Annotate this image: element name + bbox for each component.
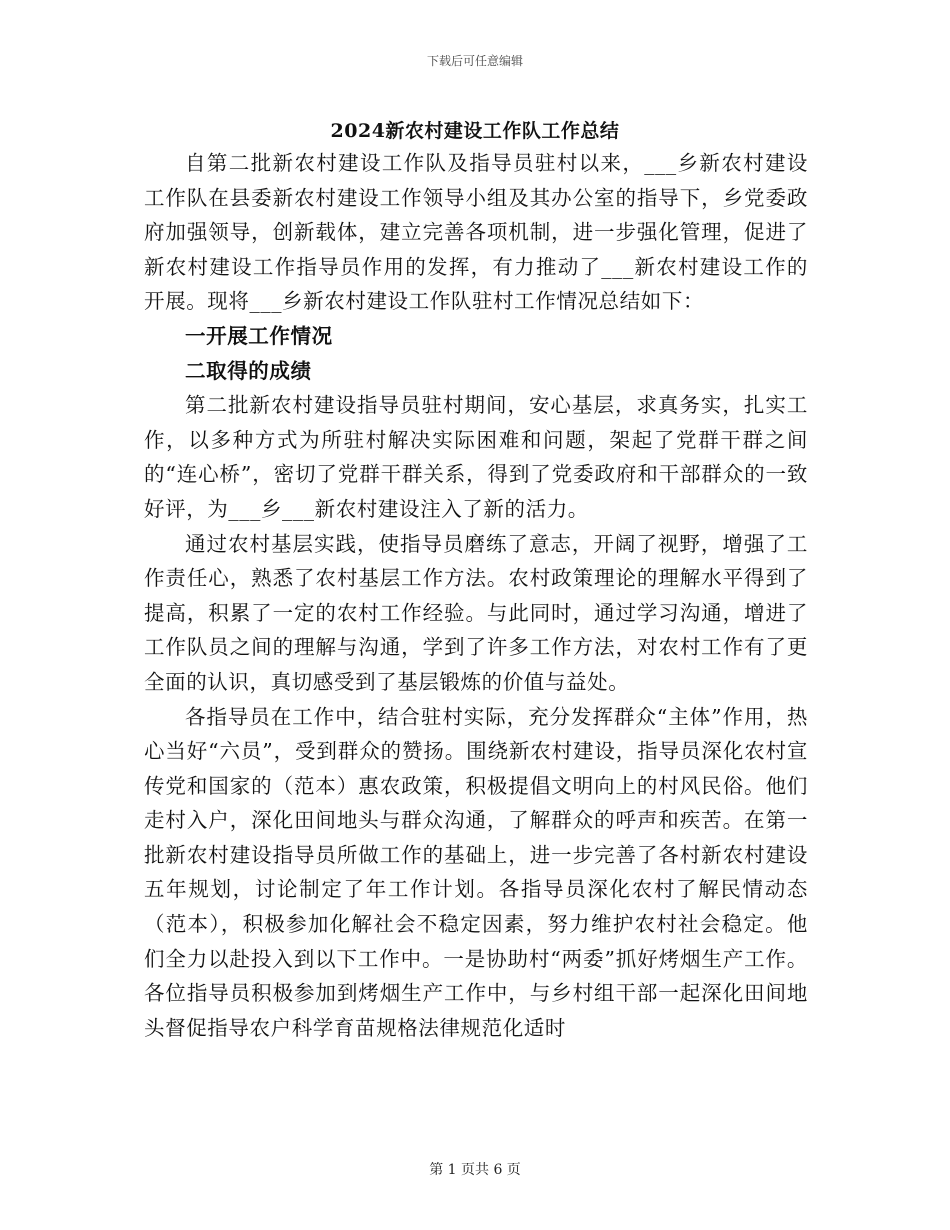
page-header-note: 下载后可任意编辑 (426, 54, 523, 68)
paragraph-intro: 自第二批新农村建设工作队及指导员驻村以来，___乡新农村建设工作队在县委新农村建设工作领导小组及其办公室的指导下，乡党委政府加强领导，创新载体，建立完善各项机制，进一步强化管理，促进了新农村建设工作指导员作用的发挥，有力推动了___新农村建设工作的开展。现将___乡新农村建设工作队驻村工作情况总结如下： (144, 151, 808, 314)
paragraph-achievements: 第二批新农村建设指导员驻村期间，安心基层，求真务实，扎实工作，以多种方式为所驻村解决实际困难和问题，架起了党群干群之间的“连心桥”，密切了党群干群关系，得到了党委政府和干部群众的一致好评，为___乡___新农村建设注入了新的活力。 (144, 393, 808, 521)
page-number: 第 1 页共 6 页 (429, 1162, 521, 1178)
section-heading-2: 二取得的成绩 (185, 358, 312, 383)
paragraph-practice: 通过农村基层实践，使指导员磨练了意志，开阔了视野，增强了工作责任心，熟悉了农村基层工作方法。农村政策理论的理解水平得到了提高，积累了一定的农村工作经验。与此同时，通过学习沟通，增进了工作队员之间的理解与沟通，学到了许多工作方法，对农村工作有了更全面的认识，真切感受到了基层锻炼的价值与益处。 (144, 531, 808, 694)
document-body (144, 146, 808, 1045)
section-heading-1: 一开展工作情况 (185, 323, 333, 348)
paragraph-work: 各指导员在工作中，结合驻村实际，充分发挥群众“主体”作用，热心当好“六员”，受到群众的赞扬。围绕新农村建设，指导员深化农村宣传党和国家的（范本）惠农政策，积极提倡文明向上的村风民俗。他们走村入户，深化田间地头与群众沟通，了解群众的呼声和疾苦。在第一批新农村建设指导员所做工作的基础上，进一步完善了各村新农村建设五年规划，讨论制定了年工作计划。各指导员深化农村了解民情动态（范本），积极参加化解社会不稳定因素，努力维护农村社会稳定。他们全力以赴投入到以下工作中。一是协助村“两委”抓好烤烟生产工作。各位指导员积极参加到烤烟生产工作中，与乡村组干部一起深化田间地头督促指导农户科学育苗规格法律规范化适时 (144, 704, 808, 1040)
document-title: 2024新农村建设工作队工作总结 (330, 120, 620, 142)
